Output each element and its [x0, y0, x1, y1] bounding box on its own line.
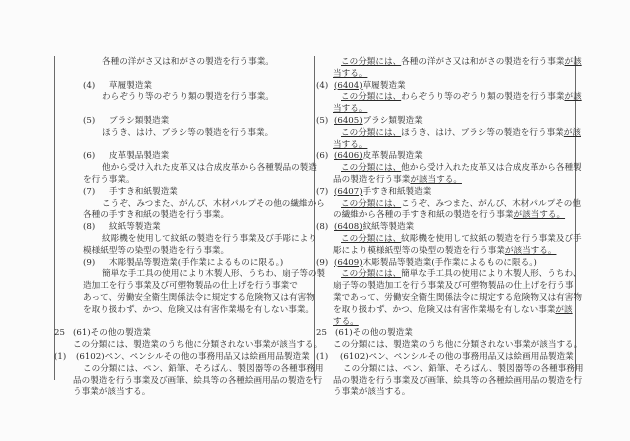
item-heading: (1) (6102)ペン、ペンシルその他の事務用品又は絵画用品製造業: [54, 351, 310, 362]
item-heading: (9) 木彫製品等製造業(手作業によるものに限る。): [83, 257, 284, 268]
text-line: この分類には、ペン、鉛筆、そろばん、製図器等の各種事務用: [343, 363, 584, 374]
text-line: 他から受け入れた皮革又は合成皮革から各種製品の製造: [102, 163, 317, 174]
text-line: 当する。: [333, 68, 368, 79]
item-heading: (4) (6404)草履製造業: [316, 80, 406, 91]
column-divider: [314, 56, 315, 380]
text-line: を取り扱わず、かつ、危険又は有害作業場を有しない事業が該: [333, 304, 573, 315]
right-border: [575, 56, 576, 380]
text-line: 当する。: [333, 104, 368, 115]
text-line: う事業が該当する。: [333, 387, 411, 398]
section-heading: 25 (61)その他の製造業: [54, 328, 151, 339]
text-line: わらぞうり等のぞうり類の製造を行う事業。: [102, 92, 274, 103]
text-line: この分類には、ペン、鉛筆、そろばん、製図器等の各種事務用: [83, 363, 324, 374]
text-line: あって、労働安全衛生関係法令に規定する危険物又は有害物: [83, 292, 315, 303]
text-line: この分類には、製造業のうち他に分類されない事業が該当する。: [73, 340, 323, 351]
text-line: 模様紙型等の染型の製造を行う事業。: [83, 245, 230, 256]
text-line: する。: [333, 316, 359, 327]
text-line: この分類には、紋彫機を使用して紋紙の製造を行う事業及び手: [341, 233, 582, 244]
text-line: 業であって、労働安全衛生関係法令に規定する危険物又は有害物: [333, 292, 582, 303]
item-heading: (7) (6407)手すき和紙製造業: [316, 186, 432, 197]
text-line: この分類には、他から受け入れた皮革又は合成皮革から各種製: [341, 163, 582, 174]
item-heading: (9) (6409)木彫製品等製造業(手作業によるものに限る。): [316, 257, 537, 268]
text-line: を取り扱わず、かつ、危険又は有害作業場を有しない事業。: [83, 304, 315, 315]
text-line: 品の製造を行う事業及び画筆、絵具等の各種絵画用品の製造を行: [73, 375, 323, 386]
text-line: 扇子等の製造加工を行う事業及び可塑物製品の仕上げを行う事: [333, 281, 574, 292]
item-heading: (7) 手すき和紙製造業: [83, 186, 178, 197]
text-line: 彫により模様紙型等の染型の製造を行う事業が該当する。: [333, 245, 557, 256]
text-line: 各種の洋がさ又は和がさの製造を行う事業。: [102, 57, 274, 67]
item-heading: (8) 紋紙等製造業: [83, 222, 161, 233]
text-line: う事業が該当する。: [73, 387, 151, 398]
text-line: ほうき、はけ、ブラシ等の製造を行う事業。: [102, 127, 274, 138]
item-heading: (6) 皮革製品製造業: [83, 151, 170, 162]
item-heading: (6) (6406)皮革製品製造業: [316, 151, 423, 162]
item-heading: (4) 草履製造業: [83, 80, 152, 91]
text-line: 品の製造を行う事業及び画筆、絵具等の各種絵画用品の製造を行: [333, 375, 583, 386]
right-column-new-text: [316, 57, 584, 399]
item-heading: (8) (6408)紋紙等製造業: [316, 222, 415, 233]
text-line: 当する。: [333, 139, 368, 150]
text-line: 簡単な手工具の使用により木製人形、うちわ、扇子等の製: [102, 269, 326, 280]
left-column-old-text: [54, 57, 326, 399]
text-line: を行う事業。: [83, 174, 135, 185]
text-line: の繊維から各種の手すき和紙の製造を行う事業が該当する。: [333, 210, 566, 221]
text-line: こうぞ、みつまた、がんぴ、木材パルプその他の繊維から: [102, 198, 325, 209]
text-line: 紋彫機を使用して紋紙の製造を行う事業及び手彫により: [102, 233, 317, 244]
text-line: この分類には、各種の洋がさ又は和がさの製造を行う事業が該: [341, 57, 582, 67]
text-line: この分類には、製造業のうち他に分類されない事業が該当する。: [333, 340, 583, 351]
text-line: 品の製造を行う事業が該当する。: [333, 174, 462, 185]
item-heading: (5) ブラシ類製造業: [83, 115, 170, 126]
section-heading: 25 (61)その他の製造業: [316, 328, 413, 339]
text-line: この分類には、わらぞうり等のぞうり類の製造を行う事業が該: [341, 92, 582, 103]
item-heading: (5) (6405)ブラシ類製造業: [316, 115, 423, 126]
text-line: この分類には、簡単な手工具の使用により木製人形、うちわ、: [341, 269, 582, 280]
text-line: この分類には、ほうき、はけ、ブラシ等の製造を行う事業が該: [341, 127, 581, 138]
text-line: 造加工を行う事業及び可塑物製品の仕上げを行う事業で: [83, 281, 298, 292]
text-line: この分類には、こうぞ、みつまた、がんぴ、木材パルプその他: [341, 198, 581, 209]
item-heading: (1) (6102)ペン、ペンシルその他の事務用品又は絵画用品製造業: [316, 351, 574, 362]
text-line: 各種の手すき和紙の製造を行う事業。: [83, 210, 230, 221]
